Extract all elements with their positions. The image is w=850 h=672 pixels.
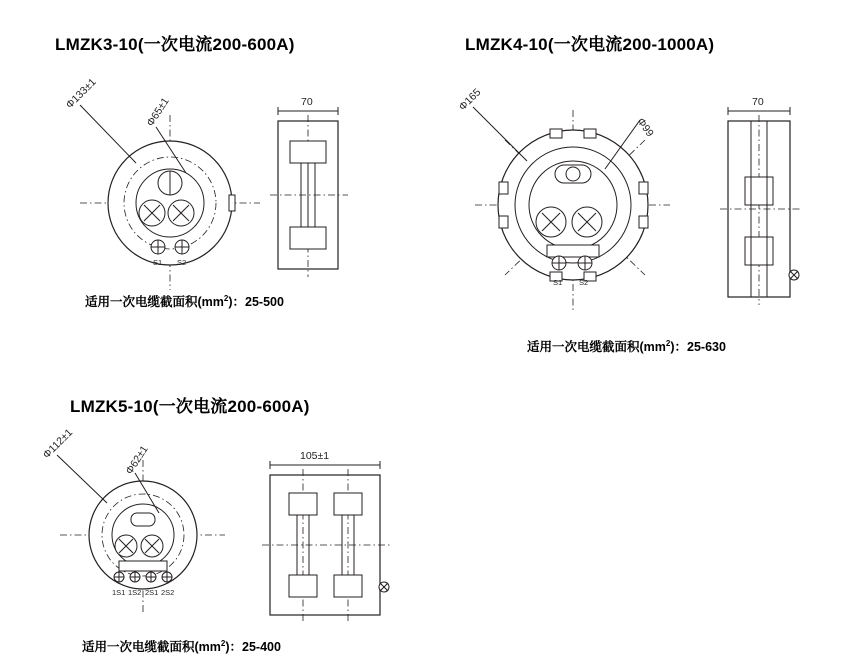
terminal-label-2s2: 2S2 — [161, 588, 175, 597]
caption-suffix: )：25-500 — [228, 295, 284, 309]
caption-sup: 2 — [223, 293, 229, 303]
figure-lmzk3-title: LMZK3-10(一次电流200-600A) — [55, 35, 295, 54]
figure-lmzk5-front-view — [35, 426, 265, 625]
dim-outer-diameter: Φ133±1 — [63, 76, 99, 112]
terminal-label-1s2: 1S2 — [128, 588, 142, 597]
caption-prefix: 适用一次电缆截面积(mm — [85, 295, 224, 309]
figure-lmzk5-title: LMZK5-10(一次电流200-600A) — [70, 397, 310, 416]
caption-suffix: )：25-400 — [225, 640, 281, 654]
figure-lmzk4-caption — [527, 337, 726, 355]
dim-outer-diameter: Φ112±1 — [40, 426, 76, 462]
dim-inner-diameter: Φ62±1 — [123, 443, 151, 477]
terminal-label-s2: S2 — [579, 278, 589, 287]
terminal-label-s1: S1 — [553, 278, 563, 287]
dim-width: 105±1 — [300, 450, 330, 462]
dim-outer-diameter: Φ165 — [456, 86, 484, 114]
dim-width: 70 — [301, 96, 313, 108]
figure-lmzk4-front-view — [455, 85, 715, 315]
figure-lmzk4-side-view — [718, 85, 838, 315]
terminal-label-s1: S1 — [153, 258, 163, 267]
figure-lmzk5-title-wrap — [70, 392, 310, 417]
dim-inner-diameter: Φ65±1 — [144, 95, 172, 129]
caption-sup: 2 — [665, 338, 671, 348]
terminal-label-s2: S2 — [177, 258, 187, 267]
figure-lmzk5-caption — [82, 637, 281, 655]
dim-inner-diameter: Φ99 — [634, 115, 656, 140]
figure-lmzk3-side-view — [268, 85, 388, 285]
caption-sup: 2 — [220, 638, 226, 648]
figure-lmzk4-title: LMZK4-10(一次电流200-1000A) — [465, 35, 715, 54]
dim-width: 70 — [752, 96, 764, 108]
figure-lmzk3-title-wrap — [55, 30, 295, 55]
terminal-label-2s1: 2S1 — [145, 588, 159, 597]
figure-lmzk3-caption — [85, 292, 284, 310]
figure-lmzk5-side-view — [258, 435, 428, 625]
caption-prefix: 适用一次电缆截面积(mm — [527, 340, 666, 354]
caption-suffix: )：25-630 — [670, 340, 726, 354]
figure-lmzk4-title-wrap — [465, 30, 714, 55]
caption-prefix: 适用一次电缆截面积(mm — [82, 640, 221, 654]
terminal-label-1s1: 1S1 — [112, 588, 126, 597]
